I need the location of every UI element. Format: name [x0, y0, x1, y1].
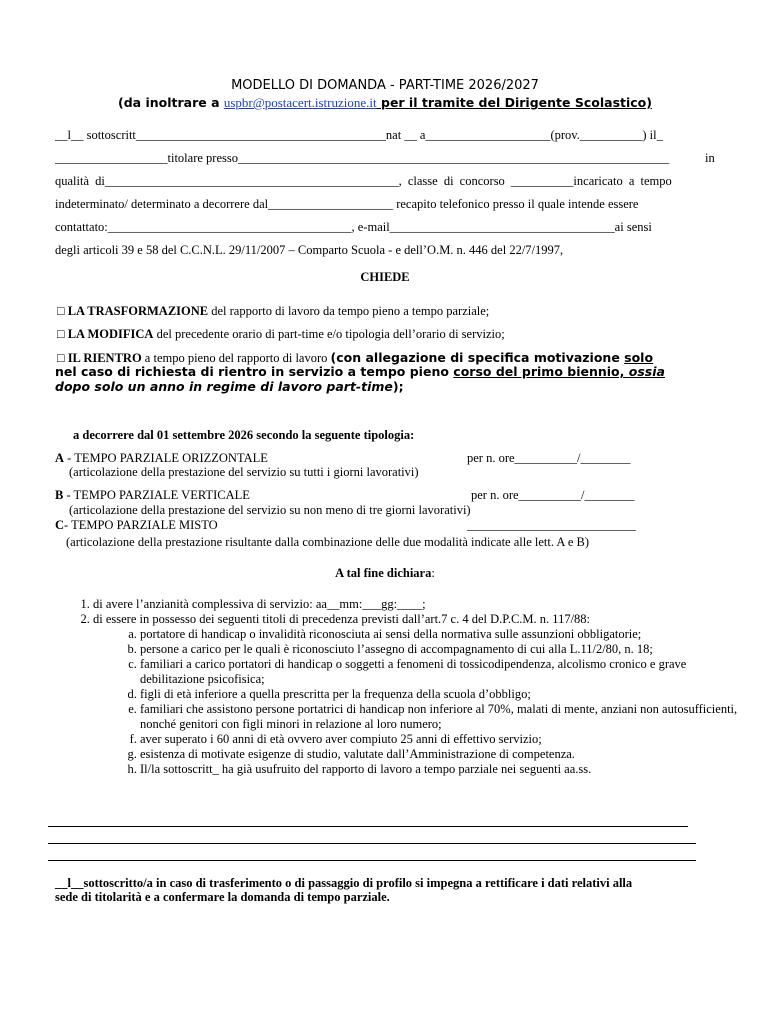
dichiarazioni-list [55, 597, 753, 777]
option-rientro-text: a tempo pieno del rapporto di lavoro [141, 351, 331, 365]
option-trasformazione[interactable] [57, 304, 489, 319]
tipologia-b-ore[interactable]: per n. ore__________/________ [471, 488, 635, 502]
dichiara-heading [0, 566, 770, 581]
form-line-in: in [705, 151, 715, 165]
tipologia-a-label: - TEMPO PARZIALE ORIZZONTALE [64, 451, 268, 465]
document-title: MODELLO DI DOMANDA - PART-TIME 2026/2027 [231, 78, 539, 93]
form-line-school[interactable]: __________________titolare presso_____________________________________________________________________ [55, 151, 670, 165]
checkbox-icon[interactable]: □ [57, 351, 65, 365]
dichiara-heading-text: A tal fine dichiara [335, 566, 432, 580]
form-line-riferimenti: degli articoli 39 e 58 del C.C.N.L. 29/11/2007 – Comparto Scuola - e dell’O.M. n. 446 del 22/7/1997, [55, 243, 564, 257]
list-item-text: di essere in possesso dei seguenti titoli di precedenza previsti dall’art.7 c. 4 del D.P.C.M. n. 117/88: [93, 612, 591, 626]
option-rientro-line2 [55, 364, 665, 379]
tipologia-a-ore[interactable]: per n. ore__________/________ [467, 451, 631, 465]
footer-line-2: sede di titolarità e a confermare la domanda di tempo parziale. [55, 890, 390, 904]
option-trasformazione-label: LA TRASFORMAZIONE [67, 304, 209, 318]
option-rientro-line3 [55, 379, 404, 394]
option-trasformazione-text: del rapporto di lavoro da tempo pieno a tempo parziale; [208, 304, 490, 318]
option-rientro-note-solo: solo [624, 350, 654, 365]
tipologia-b[interactable] [55, 488, 250, 503]
sub-list-item[interactable]: g. esistenza di motivate esigenze di studio, valutate dall’Amministrazione di competenza. [140, 747, 753, 762]
tipologia-c-letter: C [55, 518, 65, 532]
tipologia-b-note: (articolazione della prestazione del servizio su non meno di tre giorni lavorativi) [69, 503, 471, 517]
sub-list-item[interactable]: f. aver superato i 60 anni di età ovvero aver compiuto 25 anni di effettivo servizio; [140, 732, 753, 747]
email-link[interactable]: uspbr@postacert.istruzione.it [223, 95, 377, 110]
form-line-decorrenza[interactable]: indeterminato/ determinato a decorrere dal____________________ recapito telefonico presso il quale intende essere [55, 197, 639, 211]
option-modifica-label: LA MODIFICA [67, 327, 154, 341]
decorrere-heading: a decorrere dal 01 settembre 2026 secondo la seguente tipologia: [73, 428, 415, 442]
sub-list-item[interactable]: b. persone a carico per le quali è riconosciuto l’assegno di accompagnamento di cui alla L.11/2/80, n. 18; [140, 642, 753, 657]
tipologia-a[interactable] [55, 451, 268, 466]
sub-list-item[interactable]: a. portatore di handicap o invalidità riconosciuta ai sensi della normativa sulle assunzioni obbligatorie; [140, 627, 753, 642]
option-rientro-label: IL RIENTRO [67, 351, 142, 365]
sub-list-item[interactable]: h. Il/la sottoscritt_ ha già usufruito del rapporto di lavoro a tempo parziale nei seguenti aa.ss. [140, 762, 753, 777]
tipologia-c-note: (articolazione della prestazione risultante dalla combinazione delle due modalità indicate alle lett. A e B) [66, 535, 590, 549]
tipologia-b-label: - TEMPO PARZIALE VERTICALE [63, 488, 250, 502]
subtitle-suffix: per il tramite del Dirigente Scolastico) [376, 95, 652, 110]
option-rientro-line3-end: ); [392, 379, 404, 394]
form-line-name[interactable]: __l__ sottoscritt________________________________________nat __ a____________________(prov.__________) il_ [55, 128, 663, 142]
tipologia-b-letter: B [55, 488, 64, 502]
checkbox-icon[interactable]: □ [57, 327, 65, 341]
blank-line[interactable] [48, 860, 696, 861]
tipologia-a-letter: A [55, 451, 65, 465]
sub-list-item[interactable]: e. familiari che assistono persone portatrici di handicap non inferiore al 70%, malati di mente, anziani non autosufficienti, nonché genitori con figli minori in relazione al loro numero; [140, 702, 753, 732]
option-modifica-text: del precedente orario di part-time e/o tipologia dell’orario di servizio; [153, 327, 505, 341]
dichiara-colon: : [431, 566, 435, 580]
option-rientro-line2-underlined: corso del primo biennio, [453, 364, 629, 379]
list-item[interactable]: 1. di avere l’anzianità complessiva di servizio: aa__mm:___gg:____; [93, 597, 753, 612]
option-rientro-line2-ossia: ossia [628, 364, 665, 379]
sub-list-item[interactable]: c. familiari a carico portatori di handicap o soggetti a fenomeni di tossicodipendenza, alcolismo cronico e grave debilitazione psicofisica; [140, 657, 753, 687]
option-modifica[interactable] [57, 327, 505, 342]
list-item[interactable] [93, 612, 753, 777]
blank-line[interactable] [48, 843, 696, 844]
tipologia-a-note: (articolazione della prestazione del servizio su tutti i giorni lavorativi) [69, 465, 419, 479]
subtitle-prefix: (da inoltrare a [118, 95, 224, 110]
form-line-contatti[interactable]: contattato:_______________________________________, e-mail____________________________________ai sensi [55, 220, 652, 234]
sub-list-item[interactable]: d. figli di età inferiore a quella prescritta per la frequenza della scuola d’obbligo; [140, 687, 753, 702]
chiede-heading: CHIEDE [360, 270, 410, 284]
document-subtitle [0, 95, 770, 111]
tipologia-c[interactable] [55, 518, 218, 533]
blank-line[interactable] [48, 826, 688, 827]
checkbox-icon[interactable]: □ [57, 304, 65, 318]
tipologia-c-blank[interactable]: ___________________________ [467, 518, 636, 532]
option-rientro-line2-text: nel caso di richiesta di rientro in servizio a tempo pieno [55, 364, 454, 379]
titoli-list [93, 627, 753, 777]
form-line-qualita[interactable]: qualità di_______________________________________________, classe di concorso __________incaricato a tempo [55, 174, 672, 188]
option-rientro-line3-italic: dopo solo un anno in regime di lavoro part-time [55, 379, 393, 394]
tipologia-c-label: - TEMPO PARZIALE MISTO [64, 518, 218, 532]
footer-line-1: __l__sottoscritto/a in caso di trasferimento o di passaggio di profilo si impegna a rettificare i dati relativi alla [55, 876, 633, 890]
option-rientro-note: (con allegazione di specifica motivazione [330, 350, 625, 365]
